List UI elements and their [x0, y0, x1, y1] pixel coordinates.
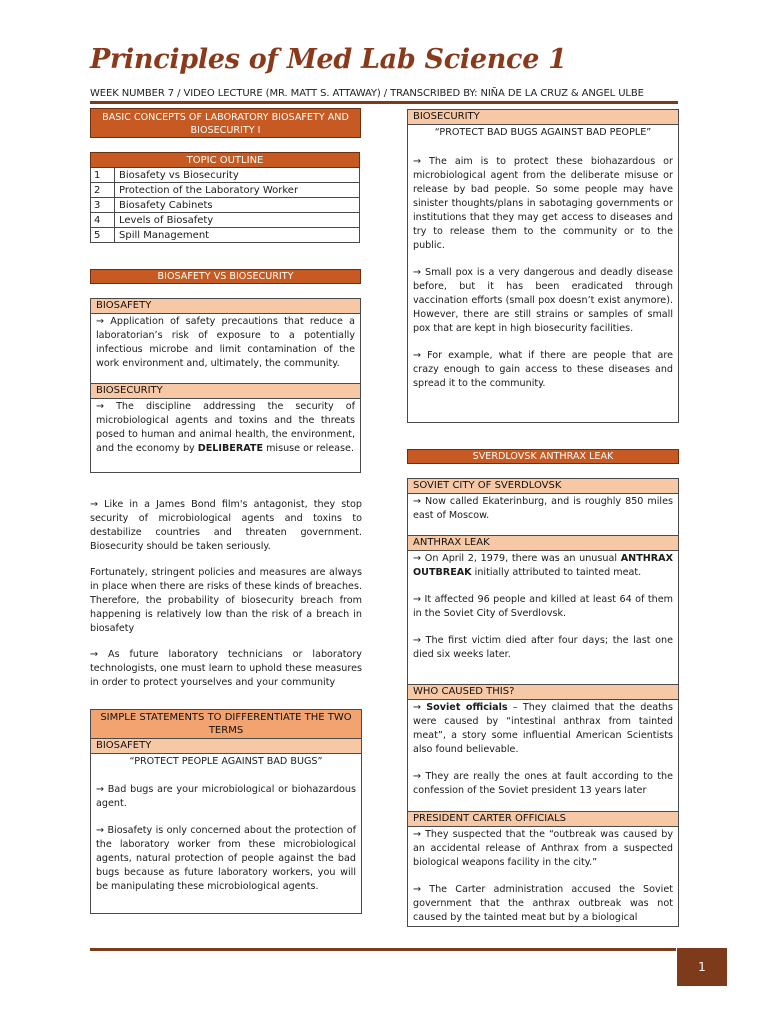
biosafety-quote: “PROTECT PEOPLE AGAINST BAD BUGS” [129, 756, 323, 767]
table-row: 1 Biosafety vs Biosecurity [91, 168, 360, 183]
biosafety-label: BIOSAFETY [90, 298, 361, 314]
paragraph: → Bad bugs are your microbiological or biohazardous agent. [96, 784, 356, 809]
sverdlovsk-details [407, 478, 679, 927]
who-caused-body [407, 700, 679, 812]
biosafety-definition: → Application of safety precautions that reduce a laboratorian’s risk of exposure to a potentially infectious microbe and limit contamination of the work environment and, ultimately, the community. [90, 314, 361, 384]
simple-biosafety-body [90, 754, 362, 914]
soviet-city-body: → Now called Ekaterinburg, and is roughly 850 miles east of Moscow. [407, 494, 679, 536]
section-header-sverdlovsk: SVERDLOVSK ANTHRAX LEAK [407, 449, 679, 464]
biosecurity-box [407, 109, 679, 423]
table-row: 2 Protection of the Laboratory Worker [91, 183, 360, 198]
topic-outline-title: TOPIC OUTLINE [91, 153, 360, 168]
page-number: 1 [677, 948, 727, 986]
paragraph: → Biosafety is only concerned about the protection of the laboratory worker from these microbiological agents, natural protection of people against the bad bugs because as future laboratory workers, you will be manipulating these microbiological agents. [96, 825, 356, 892]
topic-outline-table [90, 152, 360, 243]
document-subtitle: WEEK NUMBER 7 / VIDEO LECTURE (MR. MATT S. ATTAWAY) / TRANSCRIBED BY: NIÑA DE LA CRUZ & ANGEL ULBE [90, 88, 644, 99]
bottom-divider [90, 948, 676, 951]
paragraph: → The first victim died after four days; the last one died six weeks later. [413, 635, 673, 660]
main-section-title: BASIC CONCEPTS OF LABORATORY BIOSAFETY AND BIOSECURITY I [90, 108, 361, 138]
document-title: Principles of Med Lab Science 1 [90, 44, 567, 75]
paragraph: → It affected 96 people and killed at least 64 of them in the Soviet City of Sverdlovsk. [413, 594, 673, 619]
table-row: 4 Levels of Biosafety [91, 213, 360, 228]
paragraph: → Small pox is a very dangerous and deadly disease before, but it has been eradicated through vaccination efforts (small pox doesn’t exist anymore). However, there are still strains or samples of small pox that are kept in high biosecurity facilities. [413, 267, 673, 334]
anthrax-leak-label: ANTHRAX LEAK [407, 536, 679, 551]
paragraph: → Like in a James Bond film's antagonist, they stop security of microbiological agents and toxins to destabilize countries and threaten government. Biosecurity should be taken seriously. [90, 499, 362, 552]
paragraph: → Soviet officials – They claimed that the deaths were caused by “intestinal anthrax from tainted meat”, a story some influential American Scientists also found believable. [413, 702, 674, 755]
paragraph: → For example, what if there are people that are crazy enough to gain access to these diseases and spread it to the community. [413, 350, 673, 389]
biosafety-definition-box [90, 298, 361, 473]
topic-outline [90, 152, 360, 243]
deliberate-emphasis: DELIBERATE [197, 443, 264, 454]
top-divider [90, 101, 678, 104]
simple-statements-title: SIMPLE STATEMENTS TO DIFFERENTIATE THE TWO TERMS [90, 709, 362, 739]
paragraph: → They suspected that the “outbreak was caused by an accidental release of Anthrax from a suspected biological weapons facility in the city.” [413, 829, 673, 868]
soviet-city-label: SOVIET CITY OF SVERDLOVSK [407, 478, 679, 494]
carter-officials-label: PRESIDENT CARTER OFFICIALS [407, 812, 679, 827]
section-header-biosafety-vs-biosecurity: BIOSAFETY VS BIOSECURITY [90, 269, 361, 284]
paragraph: → As future laboratory technicians or laboratory technologists, one must learn to uphold these measures in order to protect yourselves and your community [90, 649, 362, 688]
anthrax-leak-body [407, 551, 679, 685]
left-column [90, 108, 361, 138]
biosecurity-explanation [90, 498, 362, 702]
simple-statements-box [90, 709, 362, 914]
table-row: 5 Spill Management [91, 228, 360, 243]
simple-biosafety-label: BIOSAFETY [90, 739, 362, 754]
biosecurity-box-body [407, 125, 679, 423]
paragraph: → On April 2, 1979, there was an unusual ANTHRAX OUTBREAK initially attributed to tainted meat. [413, 553, 673, 578]
paragraph: → The Carter administration accused the Soviet government that the anthrax outbreak was not caused by the tainted meat but by a biological [413, 884, 673, 923]
paragraph: Fortunately, stringent policies and measures are always in place when there are risks of these kinds of breaches. Therefore, the probability of biosecurity breach from happening is relatively low than the risk of a breach in biosafety [90, 567, 362, 634]
carter-officials-body [407, 827, 679, 927]
biosecurity-quote: “PROTECT BAD BUGS AGAINST BAD PEOPLE” [434, 127, 652, 138]
who-caused-label: WHO CAUSED THIS? [407, 685, 679, 700]
table-row: 3 Biosafety Cabinets [91, 198, 360, 213]
biosecurity-label: BIOSECURITY [90, 384, 361, 399]
paragraph: → The aim is to protect these biohazardous or microbiological agent from the deliberate misuse or release by bad people. So some people may have sinister thoughts/plans in sabotaging governments or institutions that they may get access to diseases and try to release them to the community or to the public. [413, 156, 673, 251]
paragraph: → They are really the ones at fault according to the confession of the Soviet president 13 years later [413, 771, 673, 796]
biosecurity-definition: → The discipline addressing the security of microbiological agents and toxins and the threats posed to human and animal health, the environment, and the economy by DELIBERATE misuse or release. [90, 399, 361, 473]
biosecurity-box-label: BIOSECURITY [407, 109, 679, 125]
